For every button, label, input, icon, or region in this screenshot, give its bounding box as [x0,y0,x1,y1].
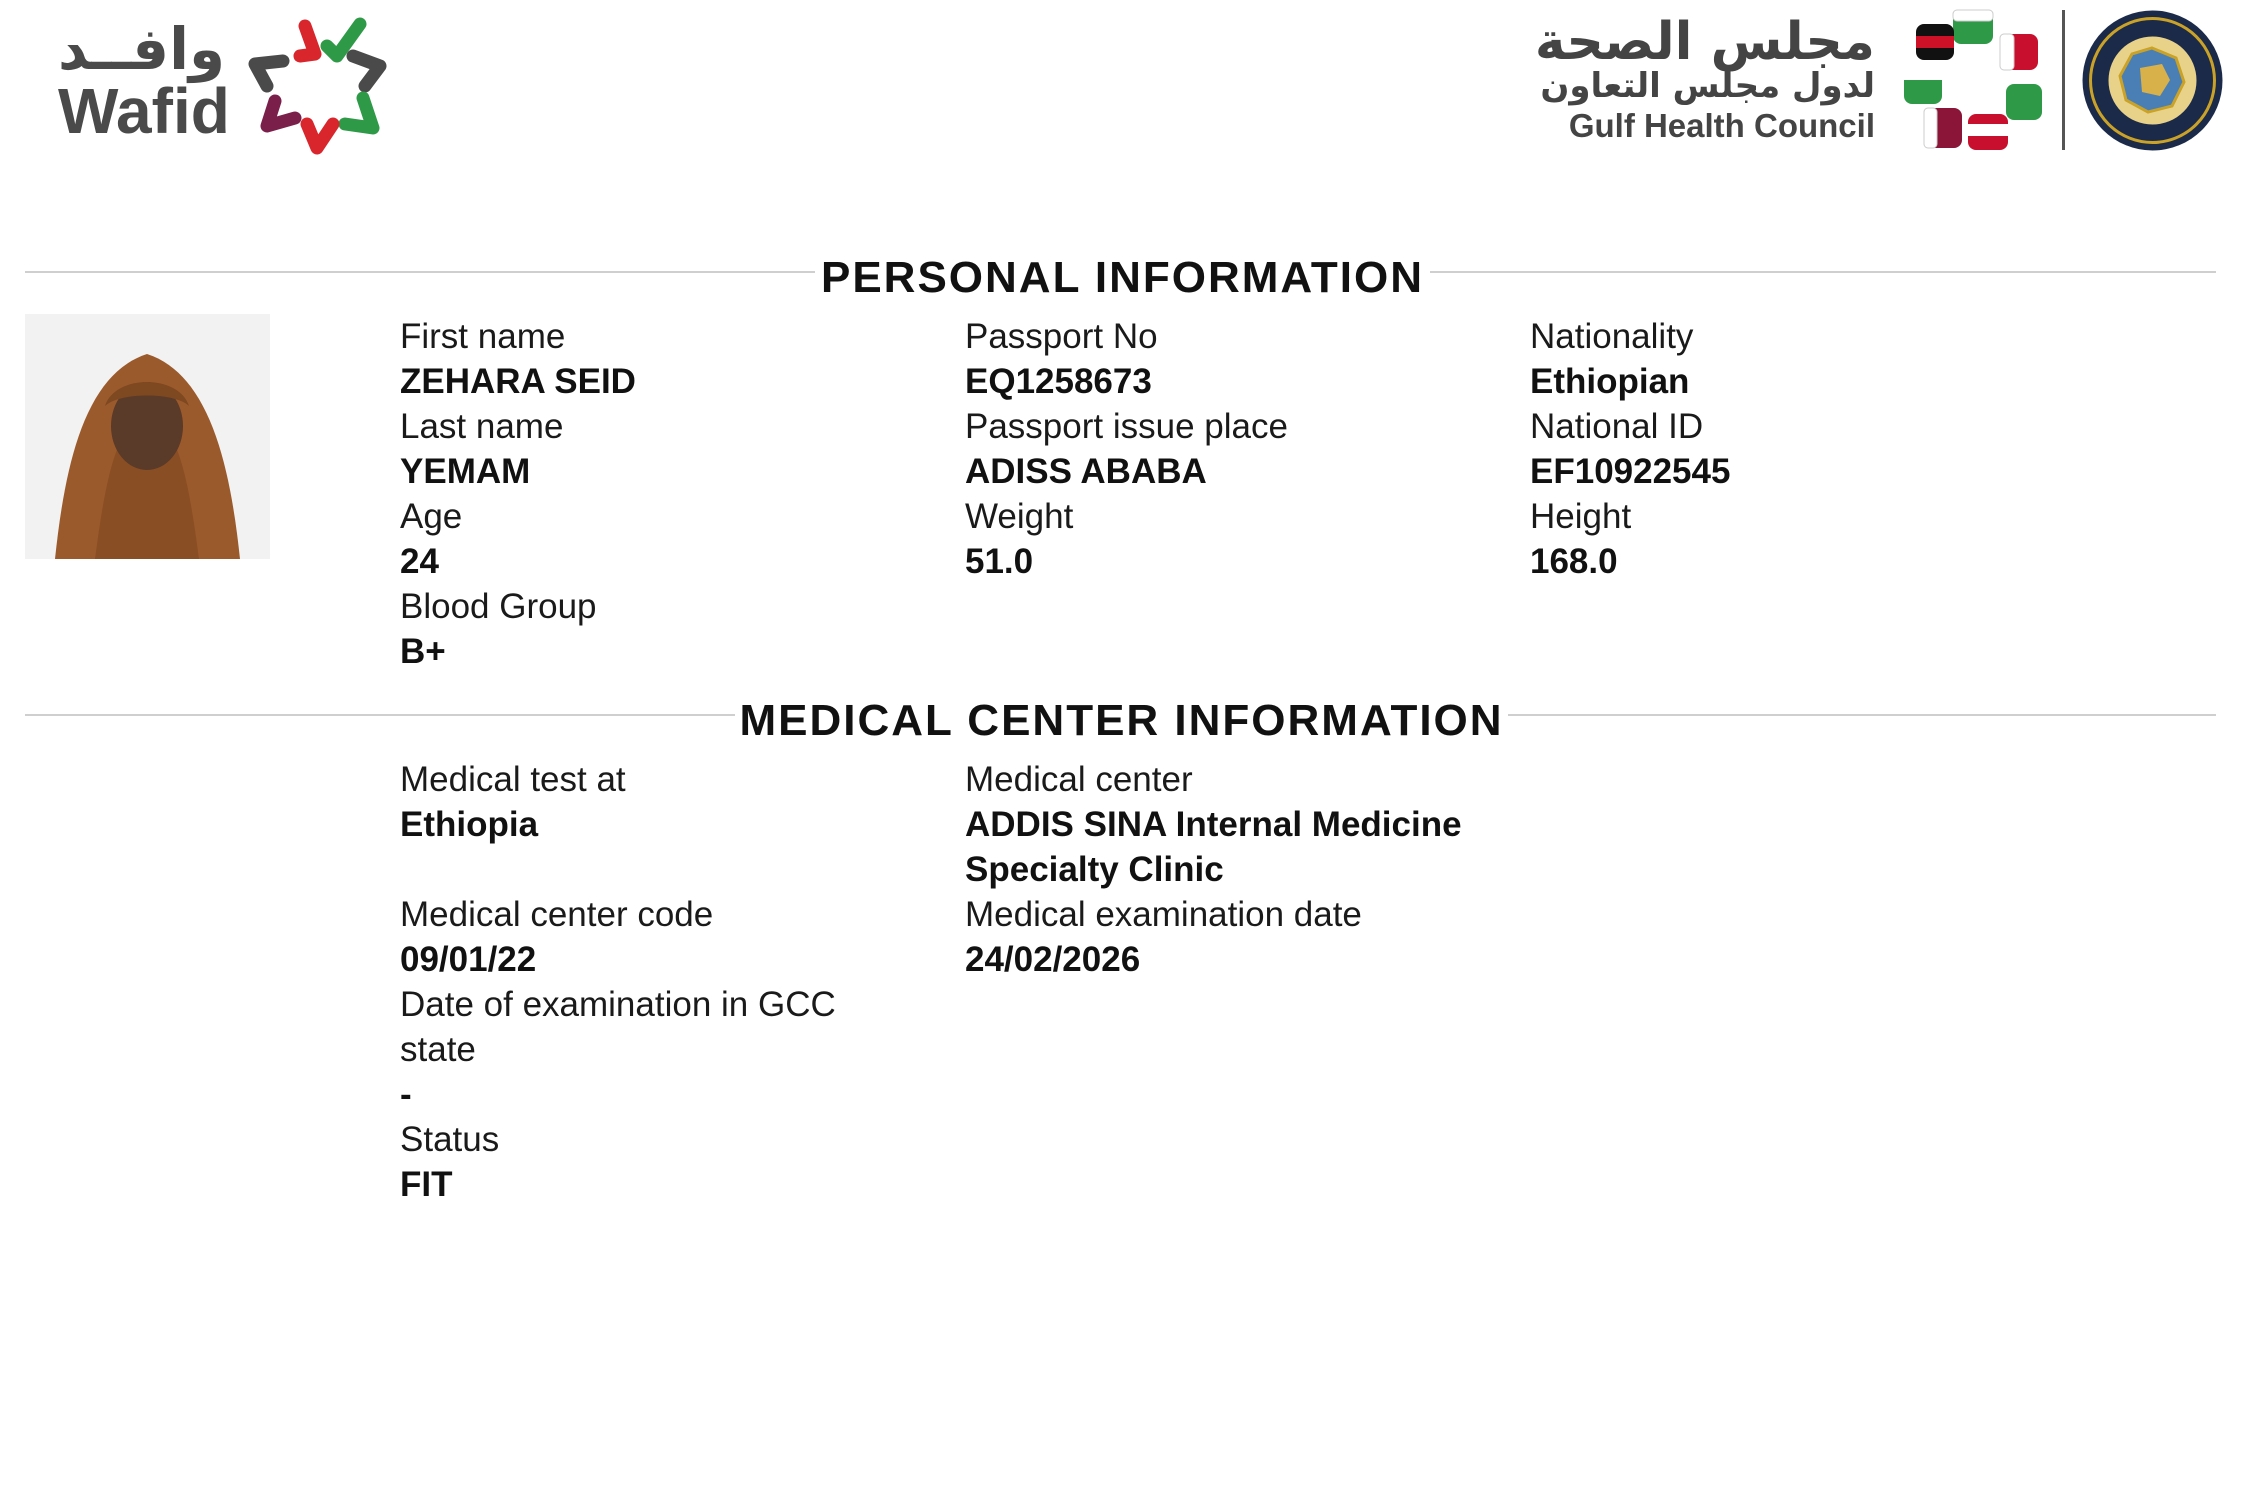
council-name: Gulf Health Council [1568,107,1875,144]
personal-information-title: PERSONAL INFORMATION [820,253,1425,302]
weight-value: 51.0 [965,542,1034,581]
medical-divider-right [1508,714,2216,716]
height-value: 168.0 [1530,542,1618,581]
passport-no-label: Passport No [965,317,1158,356]
medical-center-code-label: Medical center code [400,895,714,934]
section-divider-right [1430,271,2216,273]
nationality-value: Ethiopian [1530,362,1690,401]
section-divider-left [25,271,815,273]
medical-exam-date-label: Medical examination date [965,895,1362,934]
council-arabic-title: مجلس الصحة [1534,12,1875,72]
applicant-photo-icon [25,314,270,559]
header-divider [2062,10,2065,150]
wafid-wordmark: Wafid [58,75,230,147]
national-id-value: EF10922545 [1530,452,1731,491]
first-name-value: ZEHARA SEID [400,362,636,401]
applicant-photo [25,314,270,559]
medical-center-label: Medical center [965,760,1193,799]
medical-exam-date-value: 24/02/2026 [965,940,1141,979]
status-label: Status [400,1120,500,1159]
status-value: FIT [400,1165,453,1204]
last-name-label: Last name [400,407,564,446]
gcc-seal-logo [2080,8,2225,153]
medical-test-at-value: Ethiopia [400,805,539,844]
age-label: Age [400,497,463,536]
medical-divider-left [25,714,735,716]
medical-center-value: ADDIS SINA Internal Medicine Specialty Clinic [965,805,1462,889]
last-name-value: YEMAM [400,452,531,491]
weight-label: Weight [965,497,1074,536]
passport-issue-place-value: ADISS ABABA [965,452,1207,491]
medical-center-code-value: 09/01/22 [400,940,537,979]
passport-issue-place-label: Passport issue place [965,407,1288,446]
wafid-star-logo [245,6,395,156]
gcc-exam-date-value: - [400,1075,412,1114]
passport-no-value: EQ1258673 [965,362,1152,401]
medical-center-information-title: MEDICAL CENTER INFORMATION [739,696,1504,745]
age-value: 24 [400,542,439,581]
first-name-label: First name [400,317,566,356]
blood-group-value: B+ [400,632,446,671]
blood-group-label: Blood Group [400,587,597,626]
wafid-arabic-wordmark: وافــد [58,15,226,83]
national-id-label: National ID [1530,407,1704,446]
gcc-exam-date-label: Date of examination in GCC state [400,985,836,1069]
medical-test-at-label: Medical test at [400,760,626,799]
height-label: Height [1530,497,1632,536]
nationality-label: Nationality [1530,317,1694,356]
council-arabic-subtitle: لدول مجلس التعاون [1540,66,1875,106]
gulf-health-council-ring-logo [1898,6,2048,156]
